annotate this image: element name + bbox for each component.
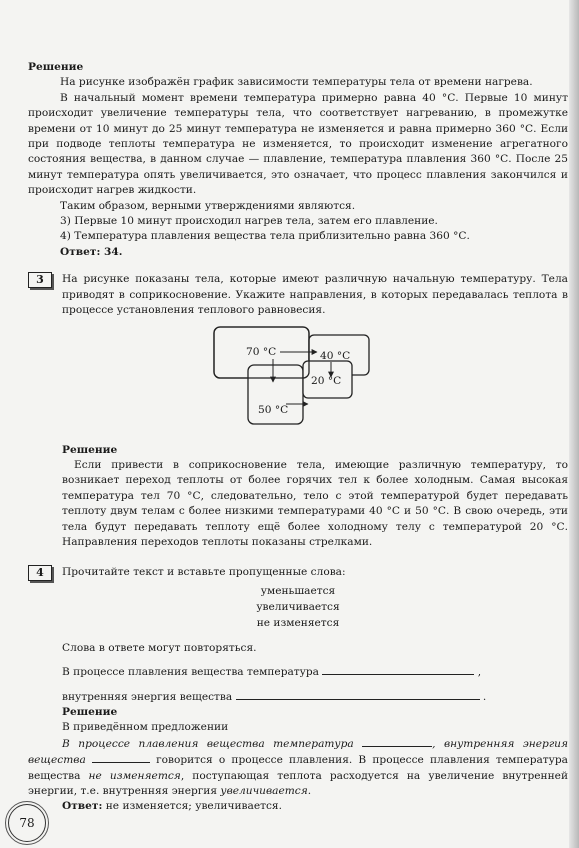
task-3-text: На рисунке показаны тела, которые имеют различную начальную температуру. Тела приводят в соприкосновение. Укажите направления, в которых передавалась теплота в процессе установления теплового равновесия. (62, 273, 568, 317)
sol-text-3: . (307, 785, 312, 797)
heat-diagram-svg (28, 319, 568, 441)
body-40-label: 40 °С (320, 349, 351, 362)
task-4-line-1-text: В процессе плавления вещества температура (62, 666, 319, 679)
task-3-solution-heading: Решение (62, 443, 118, 456)
task-4-number: 4 (28, 565, 52, 581)
task-4-note: Слова в ответе могут повторяться. (62, 641, 257, 654)
sol-blank-1 (362, 736, 432, 747)
task-4-body (28, 641, 568, 736)
sol-italic-1: В процессе плавления вещества температура (62, 737, 354, 750)
task-4-answer-value: не изменяется; увеличивается. (102, 800, 282, 813)
solution-1-p2: В начальный момент времени температура примерно равна 40 °С. Первые 10 минут происходит увеличение температуры тела, что соответствует нагреванию, в промежутке времени от 10 минут до 25 минут температура не изменяется и равна примерно 360 °С. Если при подводе теплоты температура не изменяется, то происходит изменение агрегатного состояния вещества, в данном случае — плавление, температура плавления 360 °С. После 25 минут температура опять увеличивается, это означает, что процесс плавления закончился и происходит нагрев жидкости. (28, 91, 568, 197)
task-3 (28, 272, 568, 318)
body-50-label: 50 °С (258, 403, 289, 416)
task-3-solution (28, 458, 568, 550)
word-option-1: уменьшается (260, 584, 336, 597)
sol-text-2: , поступающая теплота расходуется на увеличение внутренней энергии, т.е. внутренняя энергия (28, 769, 569, 797)
solution-1-answer: Ответ: 34. (60, 245, 123, 258)
task-4-text: Прочитайте текст и вставьте пропущенные слова: (62, 566, 346, 579)
task-4-line-2: внутренняя энергия вещества . (62, 690, 487, 703)
task-4-line-1: В процессе плавления вещества температура , (62, 666, 482, 679)
sol-text-1: говорится о процессе плавления. В процессе плавления температура вещества (28, 754, 568, 782)
solution-1-heading: Решение (28, 61, 84, 73)
blank-1[interactable] (322, 664, 474, 675)
solution-1-p3: Таким образом, верными утверждениями являются. (60, 199, 356, 212)
sol-blank-2 (92, 752, 150, 763)
body-20-label: 20 °С (311, 374, 342, 387)
word-option-3: не изменяется (256, 616, 340, 629)
task-4 (28, 565, 568, 580)
task-4-solution-heading: Решение (62, 705, 118, 718)
body-70-label: 70 °С (246, 345, 277, 358)
content (28, 58, 568, 815)
task-4-solution-intro: В приведённом предложении (62, 721, 229, 734)
task-3-solution-text: Если привести в соприкосновение тела, имеющие различную температуру, то возникает переход теплоты от более горячих тел к более холодным. Самая высокая температура тел 70 °С, следовательно, тело с этой температурой будет передавать теплоту двум телам с более низкими температурами 40 °С и 50 °С. В свою очередь, эти тела будут передавать теплоту ещё более холодному телу с температурой 20 °С. Направления переходов теплоты показаны стрелками. (62, 458, 568, 548)
solution-1-statement-4: 4) Температура плавления вещества тела приблизительно равна 360 °С. (60, 230, 470, 243)
blank-2[interactable] (236, 689, 480, 700)
sol-italic-2: , внутренняя энергия вещества (28, 737, 569, 767)
word-options (28, 583, 568, 631)
solution-1-statement-3: 3) Первые 10 минут происходил нагрев тела, затем его плавление. (60, 215, 438, 228)
task-3-number: 3 (28, 272, 52, 288)
task-4-solution-body (28, 736, 568, 800)
page-edge-shadow (569, 0, 579, 848)
heat-transfer-diagram (28, 319, 568, 441)
sol-italic-3: не изменяется (88, 769, 181, 782)
task-4-answer (28, 799, 568, 814)
task-4-line-2-text: внутренняя энергия вещества (62, 690, 233, 703)
solution-1-p1: На рисунке изображён график зависимости температуры тела от времени нагрева. (60, 76, 533, 89)
sol-italic-4: увеличивается (220, 785, 308, 797)
page-number: 78 (8, 804, 46, 842)
task-4-answer-label: Ответ: (62, 800, 103, 813)
word-option-2: увеличивается (256, 600, 340, 613)
